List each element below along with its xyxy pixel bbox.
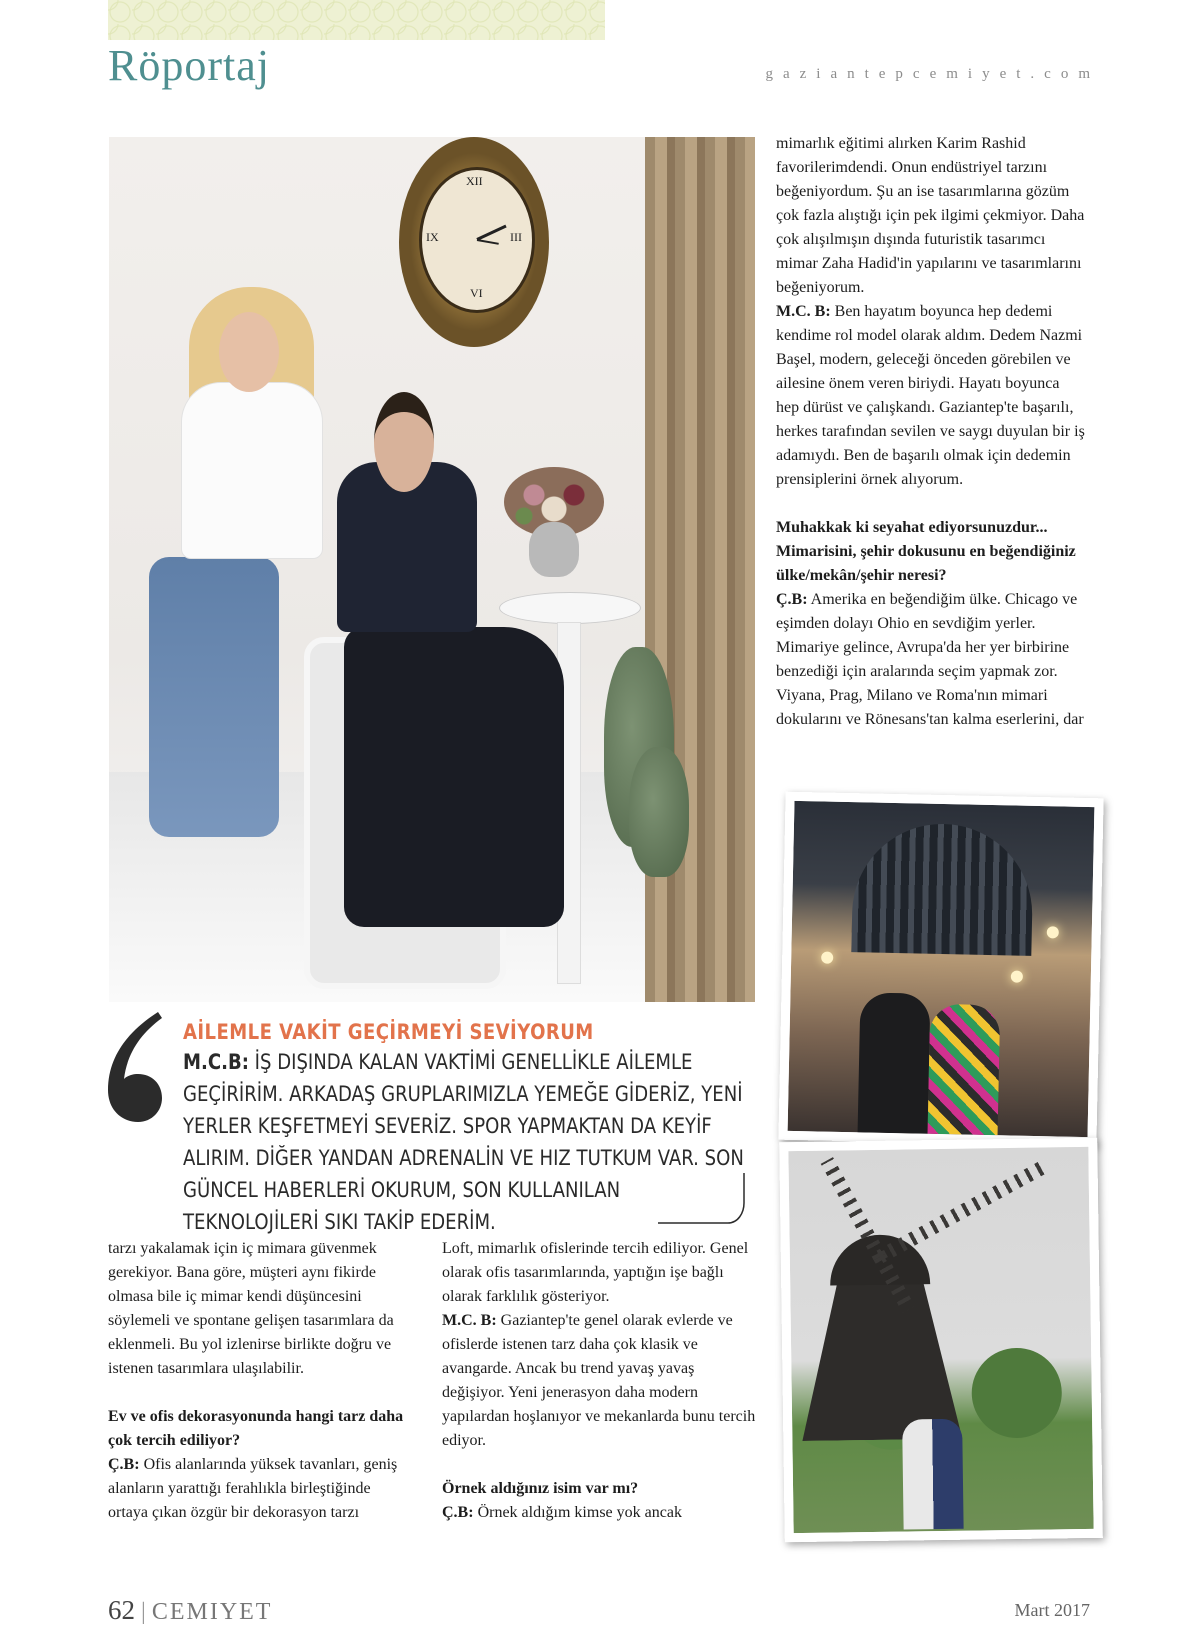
windmill-tower bbox=[800, 1269, 962, 1441]
man-head bbox=[374, 392, 434, 492]
page-footer bbox=[108, 1595, 272, 1626]
clock-numeral: III bbox=[510, 230, 522, 244]
answer-paragraph bbox=[108, 1453, 408, 1525]
issue-date: Mart 2017 bbox=[1014, 1600, 1090, 1620]
woman-jeans bbox=[149, 557, 279, 837]
green-vase-short bbox=[629, 747, 689, 877]
clock-hour-hand bbox=[476, 225, 506, 241]
clock-numeral: IX bbox=[426, 230, 439, 244]
article-column-mid-bottom bbox=[442, 1237, 757, 1525]
man-figure bbox=[858, 992, 931, 1133]
speaker-label: M.C. B: bbox=[442, 1312, 497, 1329]
lamp-light bbox=[821, 951, 833, 963]
paragraph: mimarlık eğitimi alırken Karim Rashid favorilerimdendi. Onun endüstriyel tarzını beğeniyordum. Şu an ise tasarımlarına gözüm çok fazla alıştığı için pek ilgimi çekmiyor. Daha çok alışılmışın dışında futuristik tasarımcı mimar Zaha Hadid'in yapılarını ve tasarımlarını beğeniyorum. bbox=[776, 135, 1085, 296]
answer-text: Gaziantep'te genel olarak evlerde ve ofislerde istenen tarz daha çok klasik ve avangarde. Ancak bu trend yavaş yavaş değişiyor. Yeni jenerasyon daha modern yapılardan hoşlanıyor ve mekanlarda bunu tercih ediyor. bbox=[442, 1312, 756, 1449]
clock-numeral: XII bbox=[466, 174, 483, 188]
magazine-name: CEMIYET bbox=[151, 1599, 273, 1625]
windmill-sail bbox=[876, 1159, 1049, 1263]
pull-quote-rule bbox=[658, 1168, 748, 1228]
lamp-light bbox=[1047, 926, 1059, 938]
answer-text: Amerika en beğendiğim ülke. Chicago ve eşimden dolayı Ohio en sevdiğim yerler. Mimariye gelince, Avrupa'da her yer birbirine benzediği için aralarında seçim yapmak zor. Viyana, Prag, Milano ve Roma'nın mimari dokularını ve Rönesans'tan kalma eserlerini, dar bbox=[776, 591, 1084, 728]
wall-clock-face bbox=[419, 167, 535, 313]
header-pattern-band bbox=[108, 0, 605, 40]
photo-windmill bbox=[779, 1138, 1103, 1542]
quote-mark-icon bbox=[100, 1010, 170, 1125]
website-url: gaziantepcemiyet.com bbox=[765, 66, 1100, 82]
interview-question: Ev ve ofis dekorasyonunda hangi tarz daha çok tercih ediliyor? bbox=[108, 1408, 404, 1449]
photo-milan-gallery bbox=[778, 792, 1103, 1147]
paragraph: Loft, mimarlık ofislerinde tercih ediliyor. Genel olarak ofis tasarımlarında, yaptığın işe bağlı olarak farklılık gösteriyor. bbox=[442, 1240, 749, 1305]
article-column-left-bottom bbox=[108, 1237, 408, 1525]
section-title: Röportaj bbox=[108, 41, 270, 90]
answer-text: Örnek aldığım kimse yok ancak bbox=[473, 1504, 682, 1521]
hero-photo-couple bbox=[109, 137, 755, 1002]
interview-question: Muhakkak ki seyahat ediyorsunuzdur... Mimarisini, şehir dokusunu en beğendiğiniz ülke/mekân/şehir neresi? bbox=[776, 519, 1076, 584]
pull-quote-speaker: M.C.B: bbox=[183, 1050, 249, 1074]
woman-blouse bbox=[181, 382, 323, 559]
lamp-light bbox=[1011, 970, 1023, 982]
paragraph: tarzı yakalamak için iç mimara güvenmek gerekiyor. Bana göre, müşteri aynı fikirde olmasa bile iç mimar kendi düşüncesini söylemeli ve spontane gelişen tasarımlara da eklenmeli. Bu yol izlenirse birlikte doğru ve istenen tasarımlara ulaşılabilir. bbox=[108, 1240, 394, 1377]
speaker-label: Ç.B: bbox=[442, 1504, 474, 1521]
answer-paragraph bbox=[442, 1501, 757, 1525]
pull-quote-title: AİLEMLE VAKİT GEÇİRMEYİ SEVİYORUM bbox=[183, 1020, 594, 1044]
interview-question: Örnek aldığınız isim var mı? bbox=[442, 1480, 639, 1497]
answer-paragraph bbox=[776, 300, 1086, 492]
speaker-label: Ç.B: bbox=[108, 1456, 140, 1473]
speaker-label: Ç.B: bbox=[776, 591, 808, 608]
side-table bbox=[499, 592, 641, 624]
answer-text: Ben hayatım boyunca hep dedemi kendime rol model olarak aldım. Dedem Nazmi Başel, modern, geleceği önceden görebilen ve ailesine önem veren biriydi. Hayatı boyunca hep dürüst ve çalışkandı. Gaziantep'te başarılı, herkes tarafından sevilen ve saygı duyulan bir iş adamıydı. Ben de başarılı olmak için dedemin prensiplerini örnek alıyorum. bbox=[776, 303, 1085, 488]
gallery-arch bbox=[851, 822, 1034, 956]
footer-separator: | bbox=[141, 1599, 146, 1625]
page-number: 62 bbox=[108, 1595, 135, 1625]
answer-text: Ofis alanlarında yüksek tavanları, geniş alanların yarattığı ferahlıkla birleştiğinde ortaya çıkan özgür bir dekorasyon tarzı bbox=[108, 1456, 398, 1521]
answer-paragraph bbox=[442, 1309, 757, 1453]
woman-face bbox=[219, 312, 279, 392]
clock-numeral: VI bbox=[470, 286, 483, 300]
couple-figures bbox=[902, 1419, 964, 1530]
article-column-right-top bbox=[776, 132, 1086, 732]
silver-vase bbox=[529, 522, 579, 577]
tree bbox=[971, 1347, 1062, 1438]
speaker-label: M.C. B: bbox=[776, 303, 831, 320]
answer-paragraph bbox=[776, 588, 1086, 732]
man-trousers bbox=[344, 627, 564, 927]
clock-minute-hand bbox=[477, 239, 499, 245]
pull-quote-text: İŞ DIŞINDA KALAN VAKTİMİ GENELLİKLE AİLEMLE GEÇİRİRİM. ARKADAŞ GRUPLARIMIZLA YEMEĞE GİDERİZ, YENİ YERLER KEŞFETMEYİ SEVERİZ. SPOR YAPMAKTAN DA KEYİF ALIRIM. DİĞER YANDAN ADRENALİN VE HIZ TUTKUM VAR. SON GÜNCEL HABERLERİ OKURUM, SON KULLANILAN TEKNOLOJİLERİ SIKI TAKİP EDERİM. bbox=[183, 1050, 744, 1234]
woman-figure bbox=[928, 1004, 1001, 1135]
